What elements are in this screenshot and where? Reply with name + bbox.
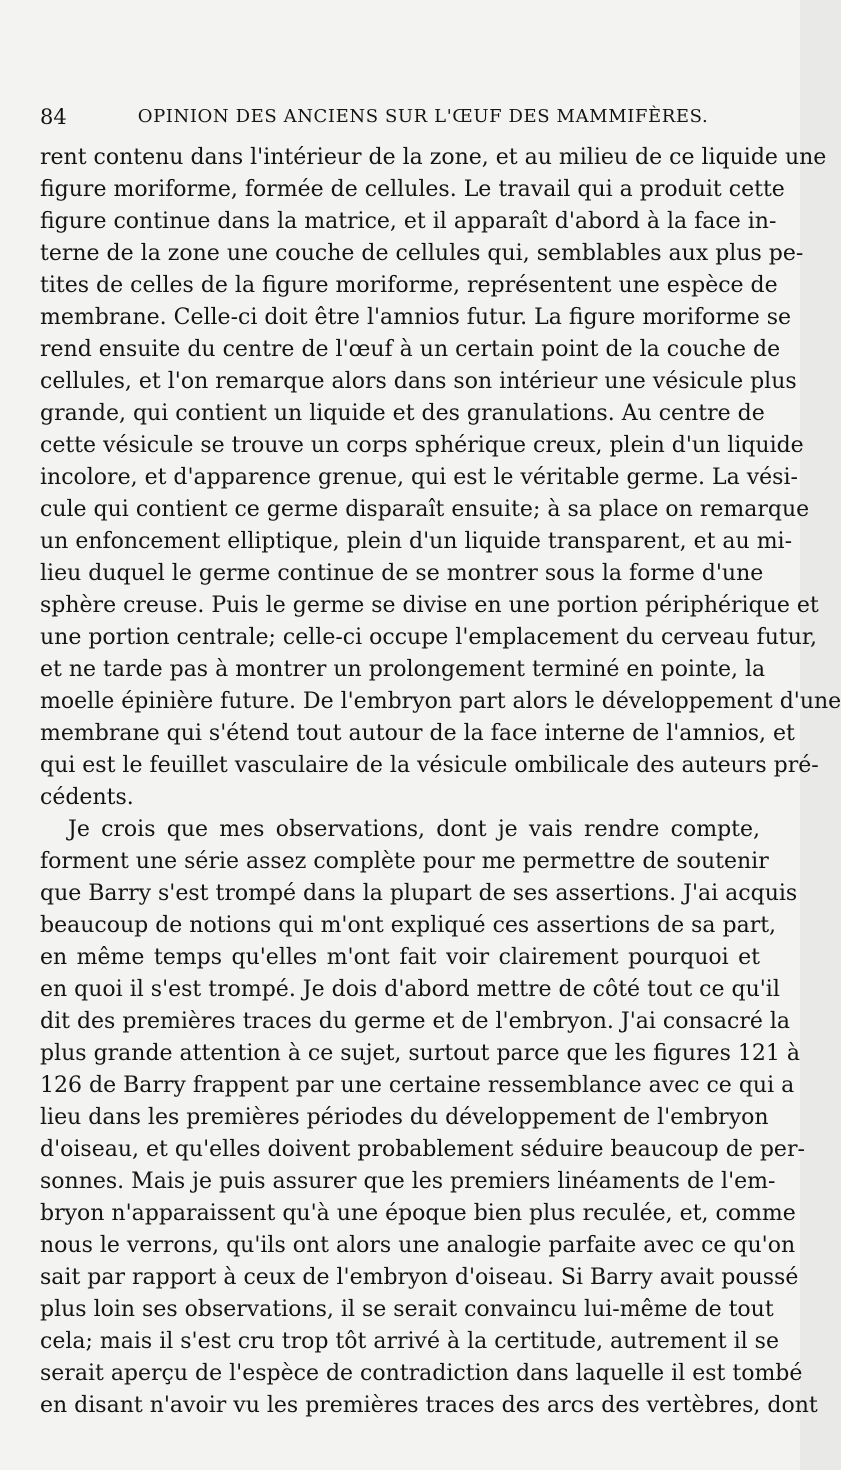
text-line: beaucoup de notions qui m'ont expliqué ces assertions de sa part, xyxy=(40,913,777,938)
text-line: sait par rapport à ceux de l'embryon d'oiseau. Si Barry avait poussé xyxy=(40,1265,799,1290)
text-line: qui est le feuillet vasculaire de la vésicule ombilicale des auteurs pré- xyxy=(40,753,819,778)
text-line: en même temps qu'elles m'ont fait voir clairement pourquoi et xyxy=(40,945,760,970)
text-line: et ne tarde pas à montrer un prolongement terminé en pointe, la xyxy=(40,657,766,682)
text-line: en disant n'avoir vu les premières traces des arcs des vertèbres, dont xyxy=(40,1393,818,1418)
text-line: rend ensuite du centre de l'œuf à un certain point de la couche de xyxy=(40,337,781,362)
text-line: cédents. xyxy=(40,785,134,810)
running-title: OPINION DES ANCIENS SUR L'ŒUF DES MAMMIFÈRES. xyxy=(137,106,709,127)
text-line: figure moriforme, formée de cellules. Le travail qui a produit cette xyxy=(40,177,785,202)
text-line: moelle épinière future. De l'embryon part alors le développement d'une xyxy=(40,689,841,714)
text-line: que Barry s'est trompé dans la plupart de ses assertions. J'ai acquis xyxy=(40,881,798,906)
page-number: 84 xyxy=(40,105,67,129)
text-line: une portion centrale; celle-ci occupe l'emplacement du cerveau futur, xyxy=(40,625,817,650)
text-line: serait aperçu de l'espèce de contradiction dans laquelle il est tombé xyxy=(40,1361,803,1386)
text-line: forment une série assez complète pour me permettre de soutenir xyxy=(40,849,769,874)
text-line: 126 de Barry frappent par une certaine ressemblance avec ce qui a xyxy=(40,1073,795,1098)
text-line: plus loin ses observations, il se serait convaincu lui-même de tout xyxy=(40,1297,774,1322)
text-line: cellules, et l'on remarque alors dans son intérieur une vésicule plus xyxy=(40,369,797,394)
text-line: nous le verrons, qu'ils ont alors une analogie parfaite avec ce qu'on xyxy=(40,1233,796,1258)
paragraph-2 xyxy=(40,814,818,1422)
body-text xyxy=(40,142,841,1422)
text-line: rent contenu dans l'intérieur de la zone, et au milieu de ce liquide une xyxy=(40,145,827,170)
text-line: terne de la zone une couche de cellules qui, semblables aux plus pe- xyxy=(40,241,804,266)
text-line: membrane. Celle-ci doit être l'amnios futur. La figure moriforme se xyxy=(40,305,792,330)
text-line: cule qui contient ce germe disparaît ensuite; à sa place on remarque xyxy=(40,497,810,522)
text-line: tites de celles de la figure moriforme, représentent une espèce de xyxy=(40,273,778,298)
text-line: figure continue dans la matrice, et il apparaît d'abord à la face in- xyxy=(40,209,777,234)
text-line: cela; mais il s'est cru trop tôt arrivé à la certitude, autrement il se xyxy=(40,1329,779,1354)
text-line: sonnes. Mais je puis assurer que les premiers linéaments de l'em- xyxy=(40,1169,776,1194)
text-line: un enfoncement elliptique, plein d'un liquide transparent, et au mi- xyxy=(40,529,793,554)
text-line: incolore, et d'apparence grenue, qui est le véritable germe. La vési- xyxy=(40,465,798,490)
text-line: plus grande attention à ce sujet, surtout parce que les figures 121 à xyxy=(40,1041,800,1066)
text-line: grande, qui contient un liquide et des granulations. Au centre de xyxy=(40,401,765,426)
text-line: lieu duquel le germe continue de se montrer sous la forme d'une xyxy=(40,561,764,586)
text-line: membrane qui s'étend tout autour de la face interne de l'amnios, et xyxy=(40,721,795,746)
text-line: cette vésicule se trouve un corps sphérique creux, plein d'un liquide xyxy=(40,433,804,458)
text-line: lieu dans les premières périodes du développement de l'embryon xyxy=(40,1105,769,1130)
text-line: dit des premières traces du germe et de l'embryon. J'ai consacré la xyxy=(40,1009,791,1034)
page-header xyxy=(40,104,760,130)
text-line: en quoi il s'est trompé. Je dois d'abord mettre de côté tout ce qu'il xyxy=(40,977,780,1002)
paragraph-1 xyxy=(40,142,841,814)
text-line: bryon n'apparaissent qu'à une époque bien plus reculée, et, comme xyxy=(40,1201,796,1226)
text-line: Je crois que mes observations, dont je vais rendre compte, xyxy=(68,817,760,842)
text-line: sphère creuse. Puis le germe se divise en une portion périphérique et xyxy=(40,593,819,618)
text-line: d'oiseau, et qu'elles doivent probablement séduire beaucoup de per- xyxy=(40,1137,805,1162)
